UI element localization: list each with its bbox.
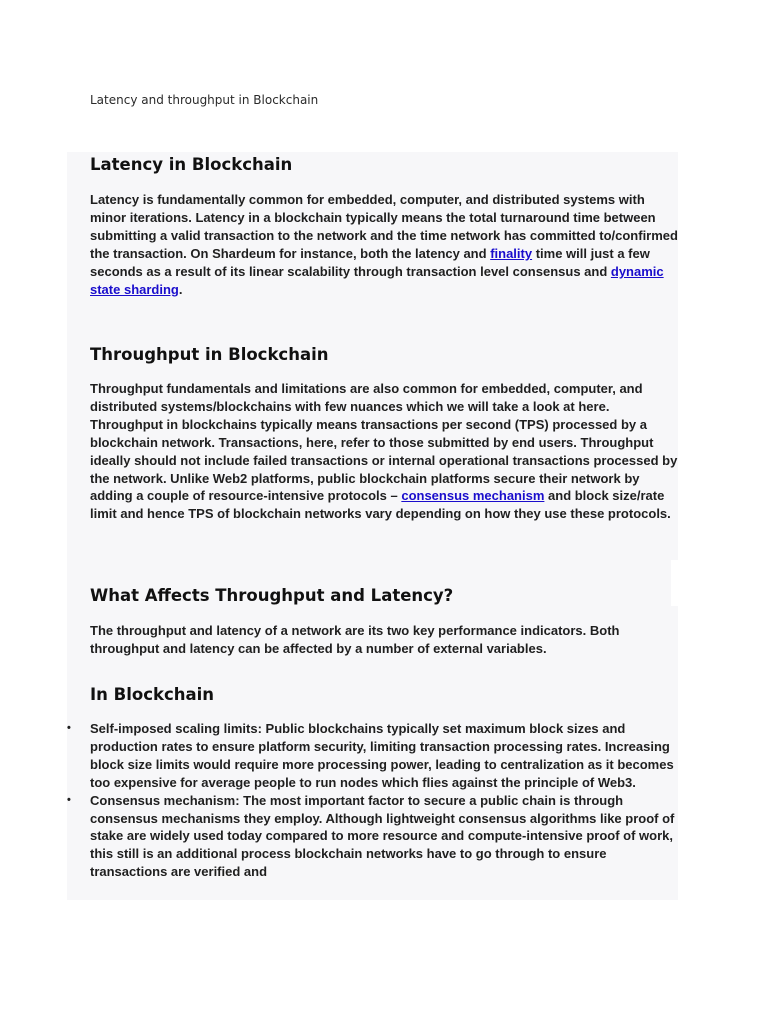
throughput-text-1: Throughput fundamentals and limitations are also common for embedded, computer, and distributed systems/blockchains with few nuances which we will take a look at here. Throughput in blockchains typically means transactions per second (TPS) processed by a blockchain network. Transactions, here, refer to those submitted by end users. Throughput ideally should not include failed transactions or internal operational transactions processed by the network. Unlike Web2 platforms, public blockchain platforms secure their network by adding a couple of resource-intensive protocols – <box>90 381 678 504</box>
heading-throughput: Throughput in Blockchain <box>90 345 329 364</box>
throughput-text-2: and block size/rate limit and hence TPS of blockchain networks vary depending on how they use these protocols. <box>90 488 671 522</box>
list-item-text: Self-imposed scaling limits: Public blockchains typically set maximum block sizes and production rates to ensure platform security, limiting transaction processing rates. Increasing block size limits would require more processing power, leading to centralization as it becomes too expensive for average people to run nodes which flies against the principle of Web3. <box>90 721 674 790</box>
paragraph-throughput <box>90 380 680 523</box>
latency-text-1: Latency is fundamentally common for embedded, computer, and distributed systems with minor iterations. Latency in a blockchain typically means the total turnaround time between submitting a valid transaction to the network and the time network has committed to/confirmed the transaction. On Shardeum for instance, both the latency and <box>90 192 678 261</box>
heading-latency: Latency in Blockchain <box>90 155 293 174</box>
latency-text-2: time will just a few seconds as a result of its linear scalability through transaction level consensus and <box>90 245 650 279</box>
bullet-icon: • <box>67 793 71 806</box>
latency-text-3: . <box>178 281 183 297</box>
list-item <box>67 720 680 792</box>
list-item <box>67 792 680 882</box>
document-title: Latency and throughput in Blockchain <box>90 93 319 107</box>
link-consensus-mechanism[interactable]: consensus mechanism <box>401 488 545 504</box>
paragraph-what-affects: The throughput and latency of a network are its two key performance indicators. Both throughput and latency can be affected by a number of external variables. <box>90 623 620 656</box>
heading-what-affects: What Affects Throughput and Latency? <box>90 586 454 605</box>
bullet-list <box>67 720 680 881</box>
paragraph-latency <box>90 191 680 298</box>
heading-in-blockchain: In Blockchain <box>90 685 215 704</box>
list-item-text: Consensus mechanism: The most important factor to secure a public chain is through consensus mechanisms they employ. Although lightweight consensus algorithms like proof of stake are widely used today compared to more resource and compute-intensive proof of work, this still is an additional process blockchain networks have to go through to ensure transactions are verified and <box>90 792 675 880</box>
link-finality[interactable]: finality <box>490 245 533 261</box>
link-dynamic-state-sharding[interactable]: dynamic state sharding <box>90 263 664 297</box>
bullet-icon: • <box>67 722 71 734</box>
